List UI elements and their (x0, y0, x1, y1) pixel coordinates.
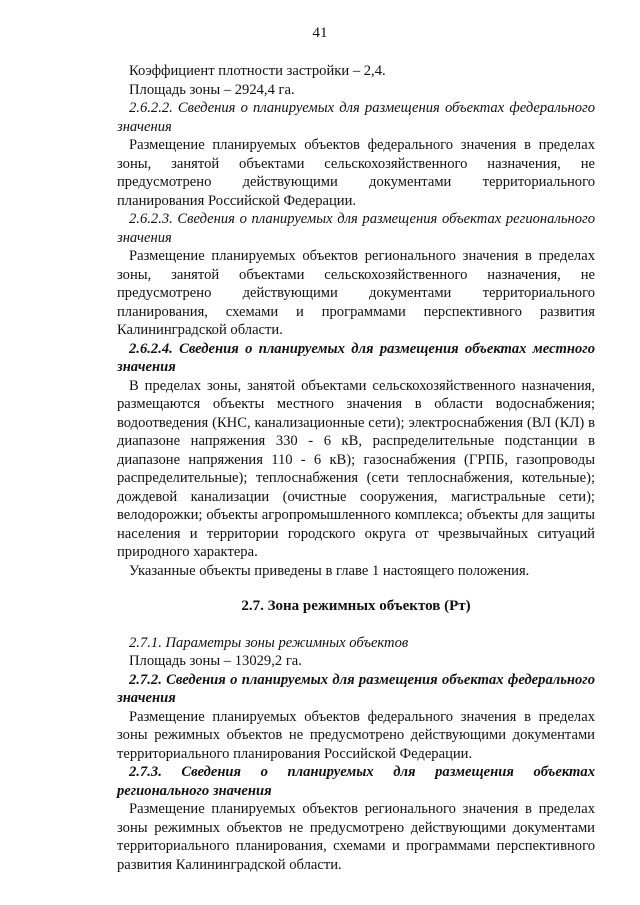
heading-2-6-2-2: 2.6.2.2. Сведения о планируемых для размещения объектах федерального значения (117, 100, 595, 135)
paragraph-note: Указанные объекты приведены в главе 1 настоящего положения. (129, 562, 530, 579)
zone-area-2-7: Площадь зоны – 13029,2 га. (129, 653, 302, 669)
heading-2-7-2: 2.7.2. Сведения о планируемых для размещения объектах федерального значения (117, 671, 595, 706)
heading-2-7-3: 2.7.3. Сведения о планируемых для размещения объектах регионального значения (117, 764, 595, 799)
paragraph-federal-objects: Размещение планируемых объектов федерального значения в пределах зоны, занятой объектами сельскохозяйственного назначения, не предусмотрено действующими документами территориального планирования Российской Федерации. (117, 137, 595, 209)
paragraph-federal-2-7: Размещение планируемых объектов федерального значения в пределах зоны режимных объектов не предусмотрено действующими документами территориального планирования Российской Федерации. (117, 708, 595, 762)
heading-2-6-2-4: 2.6.2.4. Сведения о планируемых для размещения объектах местного значения (117, 340, 595, 375)
density-coefficient: Коэффициент плотности застройки – 2,4. (129, 63, 386, 79)
zone-area: Площадь зоны – 2924,4 га. (129, 81, 295, 98)
page-content (117, 62, 595, 874)
paragraph-regional-objects: Размещение планируемых объектов регионального значения в пределах зоны, занятой объектами сельскохозяйственного назначения, не предусмотрено действующими документами территориального планирования, схемами и программами перспективного развития Калининградской области. (117, 248, 595, 338)
paragraph-regional-2-7: Размещение планируемых объектов регионального значения в пределах зоны режимных объектов не предусмотрено действующими документами территориального планирования, схемами и программами перспективного развития Калининградской области. (117, 801, 595, 873)
page-number: 41 (312, 25, 328, 41)
heading-2-7-1: 2.7.1. Параметры зоны режимных объектов (129, 634, 409, 651)
paragraph-local-objects: В пределах зоны, занятой объектами сельскохозяйственного назначения, размещаются объекты местного значения в области водоснабжения; водоотведения (КНС, канализационные сети); электроснабжения (ВЛ (КЛ) в диапазоне напряжения 330 - 6 кВ, распределительные подстанции в диапазоне напряжения 110 - 6 кВ); газоснабжения (ГРПБ, газопроводы распределительные); теплоснабжения (сети теплоснабжения, котельные); дождевой канализации (очистные сооружения, магистральные сети); велодорожки; объекты агропромышленного комплекса; объекты для защиты населения и территории городского округа от чрезвычайных ситуаций природного характера. (117, 377, 595, 560)
section-title-2-7: 2.7. Зона режимных объектов (Рт) (241, 598, 471, 614)
heading-2-6-2-3: 2.6.2.3. Сведения о планируемых для размещения объектах регионального значения (117, 211, 595, 246)
